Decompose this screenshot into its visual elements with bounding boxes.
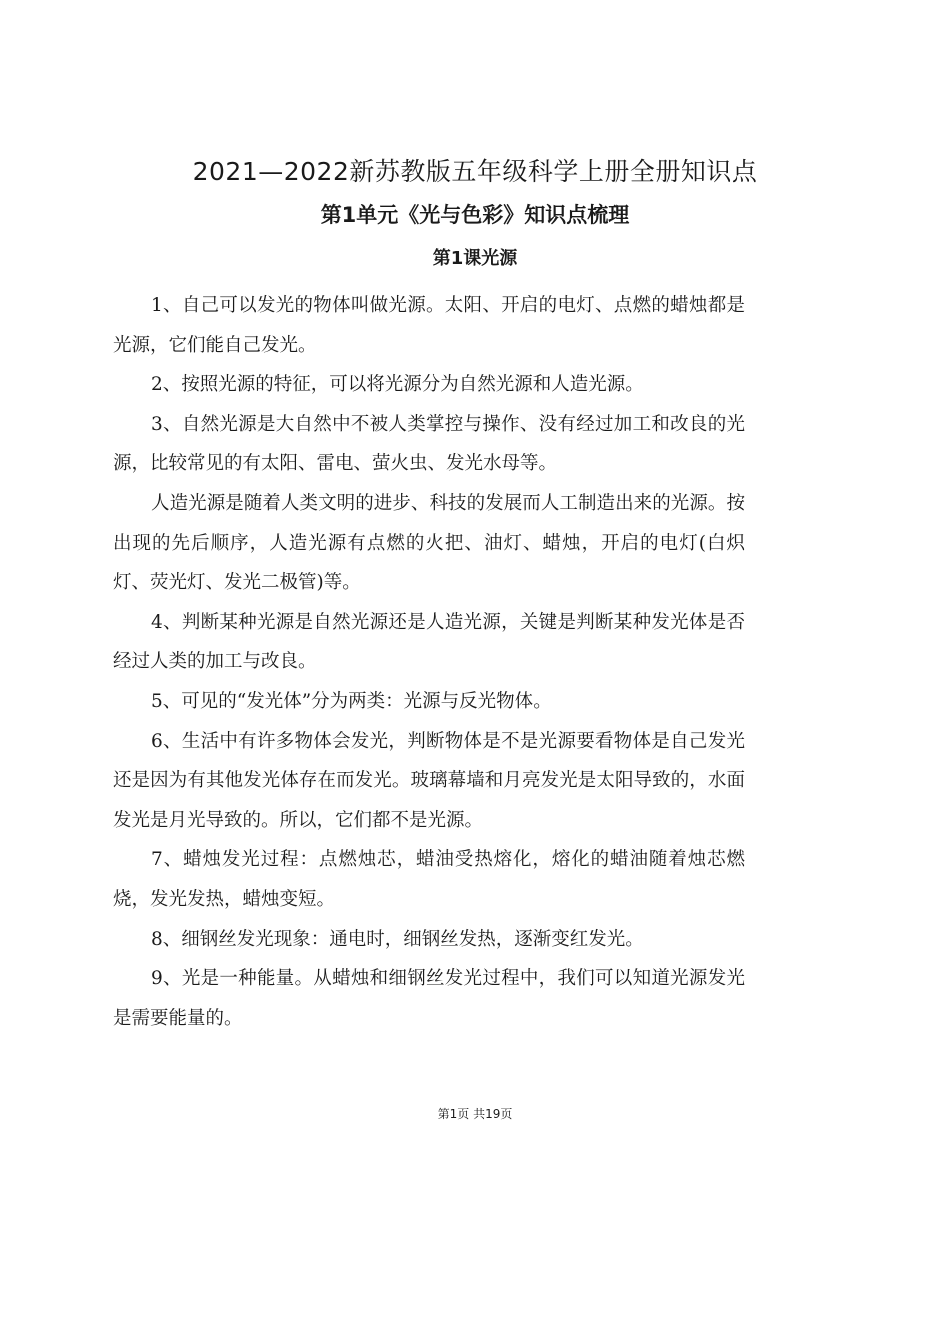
paragraph-4: 4、判断某种光源是自然光源还是人造光源，关键是判断某种发光体是否经过人类的加工与改良。 <box>113 611 745 673</box>
paragraph-9: 9、光是一种能量。从蜡烛和细钢丝发光过程中，我们可以知道光源发光是需要能量的。 <box>113 968 745 1029</box>
document-title: 2021—2022新苏教版五年级科学上册全册知识点 <box>192 157 758 186</box>
paragraph-6: 6、生活中有许多物体会发光，判断物体是不是光源要看物体是自己发光还是因为有其他发光体存在而发光。玻璃幕墙和月亮发光是太阳导致的，水面发光是月光导致的。所以，它们都不是光源。 <box>113 730 745 831</box>
paragraph-7: 7、蜡烛发光过程：点燃烛芯，蜡油受热熔化，熔化的蜡油随着烛芯燃烧，发光发热，蜡烛变短。 <box>113 849 745 910</box>
paragraph-2: 2、按照光源的特征，可以将光源分为自然光源和人造光源。 <box>151 374 644 396</box>
paragraph-artificial-light: 人造光源是随着人类文明的进步、科技的发展而人工制造出来的光源。按出现的先后顺序，人造光源有点燃的火把、油灯、蜡烛，开启的电灯(白炽灯、荧光灯、发光二极管)等。 <box>113 492 745 594</box>
document-body <box>113 286 745 1038</box>
page-number-footer: 第1页 共19页 <box>437 1107 513 1121</box>
paragraph-1: 1、自己可以发光的物体叫做光源。太阳、开启的电灯、点燃的蜡烛都是光源，它们能自己发光。 <box>113 295 745 356</box>
lesson-title: 第1课光源 <box>432 248 518 269</box>
paragraph-8: 8、细钢丝发光现象：通电时，细钢丝发热，逐渐变红发光。 <box>151 928 644 950</box>
paragraph-3: 3、自然光源是大自然中不被人类掌控与操作、没有经过加工和改良的光源，比较常见的有太阳、雷电、萤火虫、发光水母等。 <box>113 413 745 475</box>
paragraph-5: 5、可见的“发光体”分为两类：光源与反光物体。 <box>151 690 552 712</box>
unit-title: 第1单元《光与色彩》知识点梳理 <box>320 203 630 227</box>
